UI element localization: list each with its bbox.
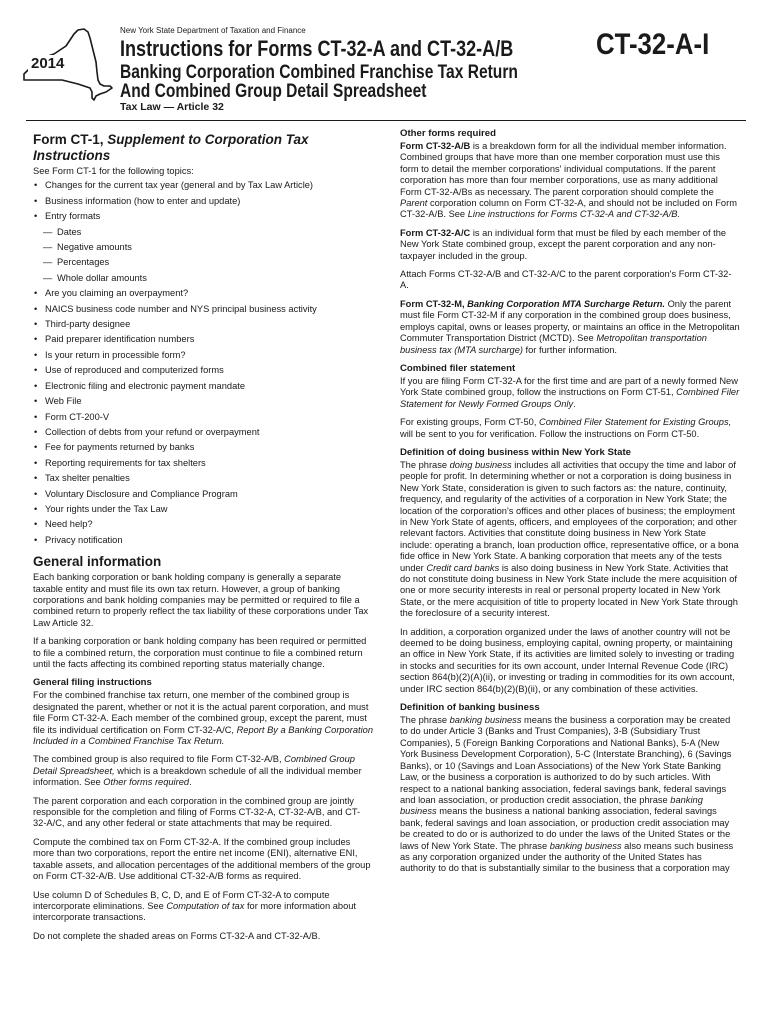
ct1-topics-list bbox=[33, 178, 373, 548]
text-run-italic: Report By a Banking Corporation Included in a Combined Franchise Tax Return. bbox=[33, 724, 374, 747]
text-run: is a breakdown form for all the individual member information. Combined groups that have more than one member corporation must use this form to detail the member corporations' individual computations. If the parent corporation has more than four member corporations, use as many additional Form CT-32-A/Bs as necessary. The parent corporation should complete the bbox=[400, 141, 727, 197]
text-run-italic: Combined Filer Statement for Existing Groups, bbox=[538, 417, 732, 428]
text-run-bold: Form CT-32-A/C bbox=[400, 227, 471, 238]
text-run: which is a breakdown schedule of all the individual member information. See bbox=[33, 765, 362, 788]
combined-filer-paragraph bbox=[400, 417, 740, 440]
text-run: for further information. bbox=[522, 344, 618, 355]
text-run: is also doing business in New York State. Activities that do not constitute doing business in New York State include the mere acquisition of one or more security interests in real or personal property located in New York State, or the mere acquisition of title to property located in New York State through the foreclosure of a security interest. bbox=[400, 562, 738, 619]
combined-filer-statement-heading: Combined filer statement bbox=[400, 362, 516, 374]
topic-item: • Is your return in processible form? bbox=[33, 348, 373, 363]
page-title: Instructions for Forms CT-32-A and CT-32-A/B bbox=[120, 36, 514, 61]
text-run-italic: banking business bbox=[549, 840, 622, 851]
see-ct1-intro: See Form CT-1 for the following topics: bbox=[33, 166, 194, 176]
tax-law-article: Tax Law — Article 32 bbox=[120, 101, 224, 113]
page-subtitle-line-2: And Combined Group Detail Spreadsheet bbox=[120, 81, 427, 102]
filing-paragraph: Compute the combined tax on Form CT-32-A. If the combined group includes more than two corporations, report the entire net income (ENI), alternative ENI, taxable assets, and allocation percentages of the additional members of the group on Form CT-32-A/B. Use additional CT-32-A/B forms as required. bbox=[33, 836, 371, 882]
topic-sub-item: — Percentages bbox=[33, 255, 373, 270]
topic-sub-item: — Whole dollar amounts bbox=[33, 271, 373, 286]
ct1-supplement-heading bbox=[33, 132, 373, 164]
filing-paragraph bbox=[33, 890, 373, 924]
doing-business-paragraph bbox=[400, 460, 740, 620]
ct1-heading-title: Supplement to Corporation Tax Instructions bbox=[33, 132, 309, 163]
text-run: Only the parent must file Form CT-32-M if any corporation in the combined group does business, employs capital, owns or leases property, or maintains an office in the Metropolitan Commuter Transportation District (MCTD). See bbox=[400, 298, 740, 344]
text-run-bold: Form CT-32-M, bbox=[400, 298, 468, 309]
form-code: CT-32-A-I bbox=[596, 28, 710, 61]
text-run-italic: Combined Filer Statement for Newly Formed Groups Only bbox=[400, 387, 740, 409]
general-information-paragraph: Each banking corporation or bank holding company is generally a separate taxable entity and must file its own tax return. However, a group of banking corporations and bank holding companies may be permitted or required to file a combined return to properly reflect the tax liability of these corporations under Tax Law Article 32. bbox=[33, 572, 369, 628]
topic-item: • Need help? bbox=[33, 517, 373, 532]
topic-item: • Electronic filing and electronic payment mandate bbox=[33, 379, 373, 394]
topic-item: • Business information (how to enter and update) bbox=[33, 194, 373, 209]
topic-item: • Voluntary Disclosure and Compliance Program bbox=[33, 487, 373, 502]
text-run: The phrase bbox=[400, 459, 450, 470]
text-run-italic: Line instructions for Forms CT-32-A and CT-32-A/B. bbox=[467, 209, 681, 220]
banking-business-paragraph bbox=[400, 715, 740, 875]
banking-business-definition-heading: Definition of banking business bbox=[400, 702, 540, 714]
topic-item: • Form CT-200-V bbox=[33, 410, 373, 425]
topic-item: • Tax shelter penalties bbox=[33, 471, 373, 486]
topic-item: • Web File bbox=[33, 394, 373, 409]
filing-paragraph bbox=[33, 754, 373, 788]
text-run: . bbox=[189, 777, 192, 788]
doing-business-paragraph: In addition, a corporation organized under the laws of another country will not be deemed to be doing business, employing capital, owning property, or maintaining an office in New York State, if its activities are limited solely to investing or trading in stocks and securities for its own account, under Internal Revenue Code (IRC) section 864(b)(2)(A)(ii), or investing or trading in commodities for its own account, under IRC section 864(b)(2)(B)(ii), or any combination of these activities. bbox=[400, 626, 735, 694]
topic-item: • Use of reproduced and computerized forms bbox=[33, 363, 373, 378]
text-run: for more information about intercorporate transactions. bbox=[33, 900, 356, 923]
other-forms-paragraph: Attach Forms CT-32-A/B and CT-32-A/C to the parent corporation's Form CT-32-A. bbox=[400, 269, 732, 291]
text-run: will be sent to you for verification. Follow the instructions on Form CT-50. bbox=[400, 428, 700, 439]
other-forms-paragraph bbox=[400, 299, 740, 356]
text-run-italic: Credit card banks bbox=[426, 562, 500, 573]
text-run: also means such business as any corporation organized under the authority of the United States has authority to do that is substantially similar to the business that a corporation may bbox=[400, 840, 734, 874]
right-column bbox=[400, 128, 740, 882]
text-run: The phrase bbox=[400, 715, 450, 726]
topic-item: • Fee for payments returned by banks bbox=[33, 440, 373, 455]
text-run-italic: Computation of tax bbox=[166, 900, 245, 911]
text-run-italic: banking business bbox=[400, 794, 703, 817]
other-forms-paragraph bbox=[400, 228, 740, 262]
text-run: For existing groups, Form CT-50, bbox=[400, 417, 539, 428]
text-run-bold-italic: Banking Corporation MTA Surcharge Return. bbox=[467, 298, 665, 309]
doing-business-definition-heading: Definition of doing business within New York State bbox=[400, 446, 631, 458]
page-header bbox=[0, 0, 770, 122]
topic-item: • Third-party designee bbox=[33, 317, 373, 332]
other-forms-required-heading: Other forms required bbox=[400, 128, 496, 139]
text-run: For the combined franchise tax return, one member of the combined group is designated the parent, whether or not it is the actual parent corporation, and must file Form CT-32-A. Each member of the combined group, except the parent, must file its individual certification on Form CT-32-A/C, bbox=[33, 690, 369, 735]
topic-item: • Privacy notification bbox=[33, 533, 373, 548]
department-name: New York State Department of Taxation and Finance bbox=[120, 26, 306, 35]
topic-item: • NAICS business code number and NYS principal business activity bbox=[33, 302, 373, 317]
text-run-italic: banking business bbox=[449, 715, 522, 726]
filing-paragraph: The parent corporation and each corporation in the combined group are jointly responsible for the completion and filing of Forms CT-32-A, CT-32-A/B, and CT-32-A/C, and any other federal or state attachments that may be required. bbox=[33, 795, 361, 829]
text-run-italic: Combined Group Detail Spreadsheet, bbox=[33, 754, 355, 776]
text-run-italic: doing business bbox=[449, 459, 512, 470]
text-run: If you are filing Form CT-32-A for the first time and are part of a newly formed New York State combined group, follow the instructions on Form CT-51, bbox=[400, 375, 738, 398]
header-divider bbox=[26, 120, 746, 121]
topic-item: • Entry formats bbox=[33, 209, 373, 224]
topic-item: • Reporting requirements for tax shelters bbox=[33, 456, 373, 471]
filing-paragraph: Do not complete the shaded areas on Forms CT-32-A and CT-32-A/B. bbox=[33, 930, 321, 941]
text-run: The combined group is also required to file Form CT-32-A/B, bbox=[33, 754, 285, 765]
text-run: corporation column on Form CT-32-A, and should not be included on Form CT-32-A/B. See bbox=[400, 198, 737, 220]
text-run: includes all activities that occupy the time and labor of people for profit. In determining whether or not a corporation is doing business in New York State, consideration is given to such factors as: the nature, continuity, frequency, and regularity of the activities of a corporation in New York State; the location of the corporation's offices and other places of business; the employment in New York State of agents, officers, and employees of the corporation; and other relevant factors. Activities that constitute doing business in New York State include: operating a branch, loan production office, representative office, or a bona fide office in New York State. A banking corporation that meets any of the tests under bbox=[400, 459, 739, 573]
topic-sub-item: — Negative amounts bbox=[33, 240, 373, 255]
text-run: means the business a national banking association, federal savings bank, federal savings and loan association, or production credit association may be created to do or is authorized to do under the laws of the United States or the laws of New York State. The phrase bbox=[400, 806, 731, 851]
left-column bbox=[33, 128, 373, 949]
text-run-italic: Metropolitan transportation business tax (MTA surcharge) bbox=[400, 333, 707, 355]
general-information-paragraph: If a banking corporation or bank holding company has been required or permitted to file a combined return, the corporation must continue to file a combined return until the facts affecting its combined reporting status materially change. bbox=[33, 636, 367, 669]
topic-item: • Are you claiming an overpayment? bbox=[33, 286, 373, 301]
topic-sub-item: — Dates bbox=[33, 225, 373, 240]
text-run: Use column D of Schedules B, C, D, and E of Form CT-32-A to compute intercorporate eliminations. See bbox=[33, 889, 330, 911]
general-filing-instructions-heading: General filing instructions bbox=[33, 677, 152, 689]
text-run-italic: Other forms required bbox=[103, 777, 190, 788]
text-run: . bbox=[573, 398, 576, 409]
topic-item: • Paid preparer identification numbers bbox=[33, 332, 373, 347]
text-run: means the business a corporation may be created to do under Article 3 (Banks and Trust Companies), 3-B (Subsidiary Trust Companies), 5 (Foreign Banking Corporations and National Banks), 5-A (New York Business Development Corporation), 5-C (Interstate Branching), 6 (Savings Banks), or 10 (Savings and Loan Associations) of the New York State Banking Law, or the business a corporation is authorized to do by such articles. With respect to a national banking association, federal savings bank, federal savings and loan association, or production credit association, the phrase bbox=[400, 715, 732, 805]
text-run-bold: Form CT-32-A/B bbox=[400, 141, 471, 151]
topic-item: • Collection of debts from your refund or overpayment bbox=[33, 425, 373, 440]
text-run: is an individual form that must be filed by each member of the New York State combined group, except the parent corporation and any non-taxpayer included in the group. bbox=[400, 227, 727, 261]
text-run-italic: Parent bbox=[400, 198, 428, 209]
page-subtitle-line-1: Banking Corporation Combined Franchise Tax Return bbox=[120, 62, 518, 83]
tax-year-badge: 2014 bbox=[28, 55, 67, 72]
general-information-heading: General information bbox=[33, 554, 162, 570]
filing-paragraph bbox=[33, 690, 373, 747]
other-forms-paragraph bbox=[400, 141, 740, 221]
ct1-heading-form: Form CT-1, bbox=[33, 132, 108, 147]
topic-item: • Your rights under the Tax Law bbox=[33, 502, 373, 517]
topic-item: • Changes for the current tax year (general and by Tax Law Article) bbox=[33, 178, 373, 193]
combined-filer-paragraph bbox=[400, 376, 740, 410]
